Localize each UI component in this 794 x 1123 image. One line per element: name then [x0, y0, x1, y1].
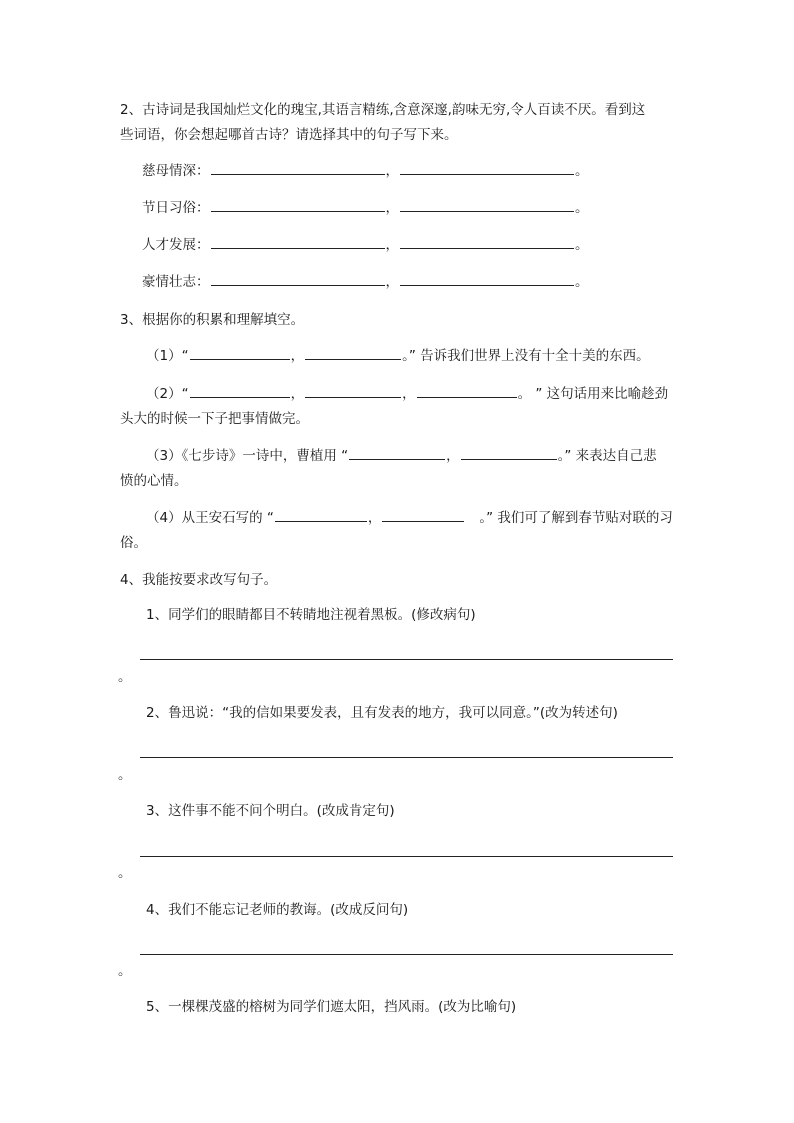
answer-blank[interactable] — [211, 272, 385, 286]
comma: ， — [385, 200, 399, 216]
comma: ， — [402, 386, 416, 402]
end-period: 。 — [118, 963, 132, 979]
answer-blank[interactable] — [305, 346, 401, 360]
answer-line[interactable] — [140, 954, 673, 955]
answer-line[interactable] — [140, 856, 673, 857]
answer-blank[interactable] — [461, 446, 557, 460]
q3-item-2-prefix: （2）“ — [146, 386, 189, 402]
answer-blank[interactable] — [275, 508, 367, 522]
period: 。 — [575, 163, 589, 179]
q3-item-1 — [146, 346, 650, 366]
q3-item-1-prefix: （1）“ — [146, 348, 189, 364]
answer-line[interactable] — [140, 659, 673, 660]
answer-blank[interactable] — [211, 198, 385, 212]
q2-item-4 — [142, 272, 589, 292]
q3-item-4 — [146, 508, 673, 528]
answer-blank[interactable] — [349, 446, 445, 460]
q2-item-label: 豪情壮志： — [142, 274, 210, 290]
period: 。 — [575, 237, 589, 253]
q3-item-3 — [146, 446, 657, 466]
period: 。 — [575, 200, 589, 216]
q3-item-3-line-2: 愤的心情。 — [120, 473, 188, 489]
answer-line[interactable] — [140, 757, 673, 758]
answer-blank[interactable] — [382, 508, 464, 522]
q4-item-4: 4、我们不能忘记老师的教诲。(改成反问句) — [146, 902, 409, 918]
q3-item-2-suffix: 。 ” 这句话用来比喻趁劲 — [517, 386, 669, 402]
answer-blank[interactable] — [305, 384, 401, 398]
q3-item-4-prefix: （4）从王安石写的 “ — [146, 510, 274, 526]
answer-blank[interactable] — [190, 384, 290, 398]
comma: ， — [385, 274, 399, 290]
q3-title: 3、根据你的积累和理解填空。 — [120, 312, 305, 328]
q2-item-label: 慈母情深： — [142, 163, 210, 179]
q2-item-3 — [142, 235, 589, 255]
q2-item-label: 节日习俗： — [142, 200, 210, 216]
q3-item-1-suffix: 。” 告诉我们世界上没有十全十美的东西。 — [402, 348, 650, 364]
comma: ， — [367, 510, 382, 526]
comma: ， — [290, 348, 305, 364]
answer-blank[interactable] — [417, 384, 517, 398]
comma: ， — [385, 163, 399, 179]
q4-title: 4、我能按要求改写句子。 — [120, 572, 278, 588]
answer-blank[interactable] — [400, 272, 574, 286]
answer-blank[interactable] — [400, 235, 574, 249]
period: 。 — [575, 274, 589, 290]
comma: ， — [446, 448, 460, 464]
q2-intro-line-2: 些词语，你会想起哪首古诗？请选择其中的句子写下来。 — [120, 127, 458, 143]
answer-blank[interactable] — [211, 235, 385, 249]
q2-item-1 — [142, 161, 589, 181]
answer-blank[interactable] — [190, 346, 290, 360]
answer-blank[interactable] — [211, 161, 385, 175]
q3-item-3-suffix: 。” 来表达自己悲 — [557, 448, 657, 464]
end-period: 。 — [118, 669, 132, 685]
q3-item-4-suffix: 。” 我们可了解到春节贴对联的习 — [479, 510, 673, 526]
comma: ， — [385, 237, 399, 253]
q2-item-label: 人才发展： — [142, 237, 210, 253]
q4-item-5: 5、一棵棵茂盛的榕树为同学们遮太阳，挡风雨。(改为比喻句) — [146, 999, 517, 1015]
q3-item-4-line-2: 俗。 — [120, 535, 147, 551]
comma: ， — [290, 386, 305, 402]
q3-item-2-line-2: 头大的时候一下子把事情做完。 — [120, 411, 309, 427]
q4-item-2: 2、鲁迅说：“我的信如果要发表，且有发表的地方，我可以同意。”(改为转述句) — [146, 705, 618, 721]
answer-blank[interactable] — [400, 198, 574, 212]
answer-blank[interactable] — [400, 161, 574, 175]
q3-item-3-prefix: （3）《七步诗》一诗中，曹植用 “ — [146, 448, 349, 464]
q4-item-1: 1、同学们的眼睛都目不转睛地注视着黑板。(修改病句) — [146, 607, 476, 623]
q3-item-2 — [146, 384, 668, 404]
end-period: 。 — [118, 865, 132, 881]
end-period: 。 — [118, 767, 132, 783]
q4-item-3: 3、这件事不能不问个明白。(改成肯定句) — [146, 803, 395, 819]
q2-intro-line-1: 2、古诗词是我国灿烂文化的瑰宝,其语言精练,含意深邃,韵味无穷,令人百读不厌。看到这 — [120, 102, 646, 118]
q2-item-2 — [142, 198, 589, 218]
